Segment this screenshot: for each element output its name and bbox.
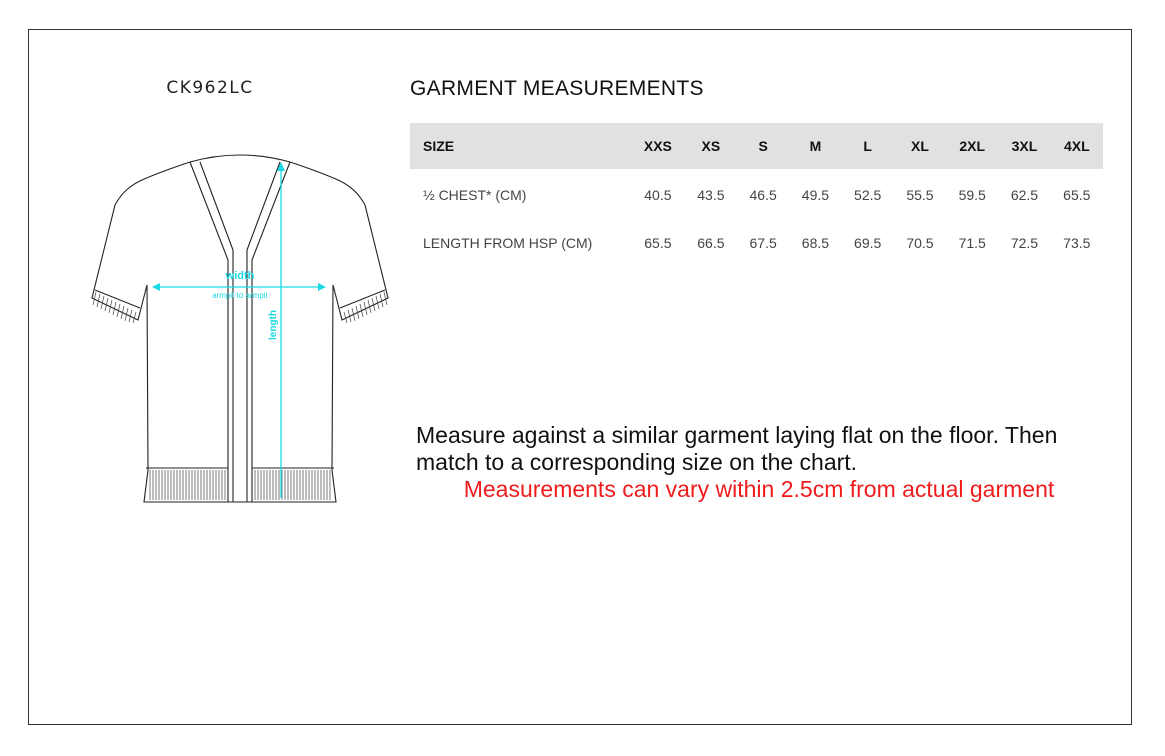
table-row [410, 169, 1103, 219]
length-label: length [268, 310, 279, 340]
table-cell: 65.5 [1063, 187, 1091, 203]
table-cell: 65.5 [644, 235, 672, 251]
instruction-line: match to a corresponding size on the chart. [416, 449, 858, 475]
table-cell: 68.5 [801, 235, 830, 251]
table-cell: 66.5 [697, 235, 725, 251]
table-row [410, 219, 1103, 267]
cardigan-outline [92, 155, 388, 502]
size-table [410, 123, 1103, 267]
table-cell: 70.5 [906, 235, 934, 251]
header-size: XS [685, 123, 737, 169]
table-cell: 67.5 [749, 235, 777, 251]
table-cell: 62.5 [1010, 187, 1039, 203]
header-size: 3XL [998, 123, 1050, 169]
header-size: XL [894, 123, 946, 169]
width-sublabel: armpit to armpit [212, 291, 268, 300]
header-size: L [842, 123, 894, 169]
width-label: width [225, 270, 255, 282]
table-cell: 69.5 [854, 235, 882, 251]
table-cell: 71.5 [958, 235, 986, 251]
table-cell: 55.5 [906, 187, 934, 203]
header-size-label: SIZE [410, 123, 631, 169]
header-size: 2XL [946, 123, 998, 169]
row-label: ½ CHEST* (CM) [423, 187, 527, 203]
table-cell: 52.5 [854, 187, 882, 203]
table-cell: 43.5 [697, 187, 725, 203]
header-size: 4XL [1051, 123, 1103, 169]
table-cell: 49.5 [801, 187, 830, 203]
section-title: GARMENT MEASUREMENTS [410, 77, 704, 100]
header-size: S [737, 123, 789, 169]
table-cell: 46.5 [749, 187, 777, 203]
style-code: CK962LC [166, 78, 254, 98]
table-cell: 59.5 [958, 187, 986, 203]
table-header-row [410, 123, 1103, 169]
hem-ribbing [93, 292, 387, 500]
header-size: M [789, 123, 841, 169]
table-cell: 73.5 [1063, 235, 1091, 251]
instruction-line: Measure against a similar garment laying flat on the floor. Then [416, 422, 1058, 448]
measuring-instructions [416, 422, 1057, 476]
table-cell: 72.5 [1010, 235, 1039, 251]
header-size: XXS [631, 123, 685, 169]
table-cell: 40.5 [644, 187, 672, 203]
measurement-arrows [152, 162, 326, 498]
row-label: LENGTH FROM HSP (CM) [423, 235, 593, 251]
garment-illustration [80, 150, 400, 510]
tolerance-warning: Measurements can vary within 2.5cm from actual garment [463, 476, 1055, 502]
